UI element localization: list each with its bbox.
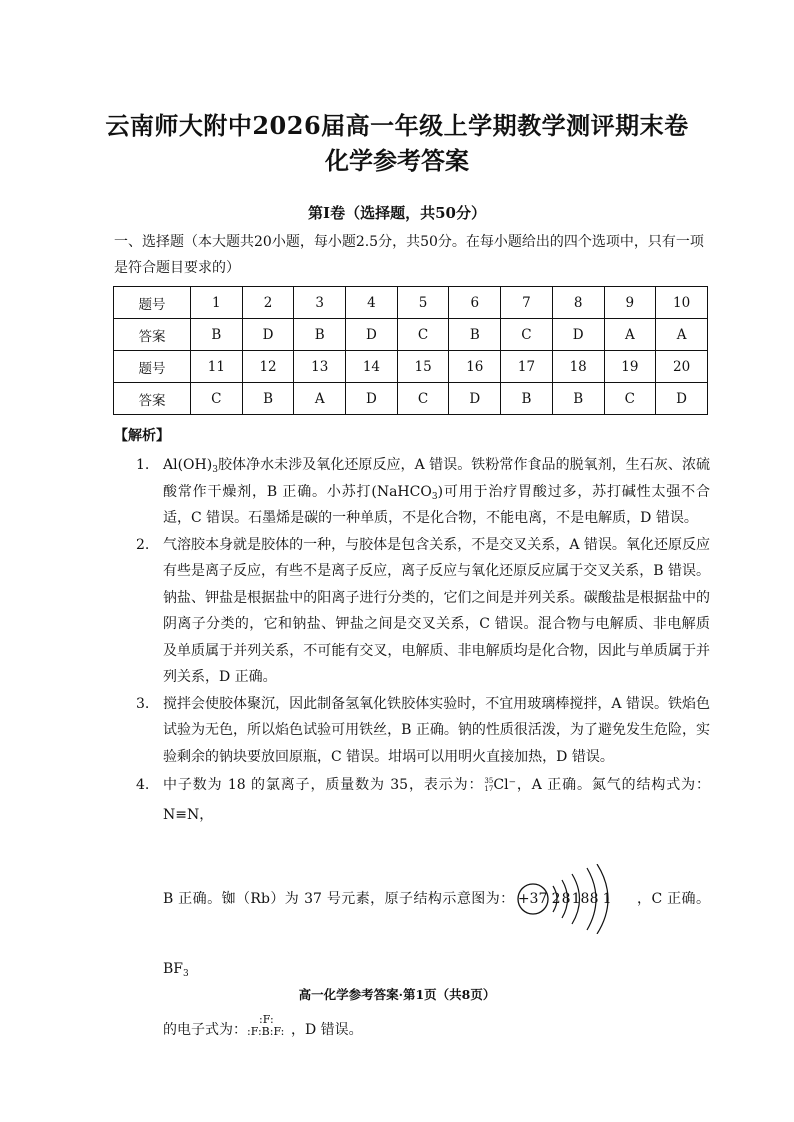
table-cell: 15 [397,351,449,383]
table-cell: 10 [656,287,708,319]
item-text: 中子数为 18 的氯离子，质量数为 35，表示为： [163,777,484,793]
table-cell: C [604,383,656,415]
analysis-label: 【解析】 [114,428,170,444]
section-heading: 第Ⅰ卷（选择题，共50分） [308,204,486,222]
table-row [114,287,708,319]
table-cell: 12 [242,351,294,383]
item-number: 3. [136,695,150,712]
shell-electrons: 18 [571,891,590,907]
table-cell: 14 [346,351,398,383]
table-cell: 2 [242,287,294,319]
item-number: 2. [136,536,150,553]
row-header-cell: 题号 [114,351,191,383]
subscript: 3 [431,491,438,502]
document-title: 云南师大附中2026届高一年级上学期教学测评期末卷 [105,111,689,140]
table-cell: B [294,319,346,351]
table-cell: 9 [604,287,656,319]
table-cell: D [346,319,398,351]
item-text: 气溶胶本身就是胶体的一种，与胶体是包含关系，不是交叉关系，A 错误。氧化还原反应有些是离子反应，有些不是离子反应，离子反应与氧化还原反应属于交叉关系，B 错误。钠盐、钾盐是根据盐中的阳离子进行分类的，它们之间是并列关系。碳酸盐是根据盐中的阴离子分类的，它和钠盐、钾盐之间是交叉关系，C 错误。混合物与电解质、非电解质及单质属于并列关系，不可能有交叉，电解质、非电解质均是化合物，因此与单质属于并列关系，D 正确。 [163,536,710,685]
table-cell: 6 [449,287,501,319]
item-number: 4. [136,777,150,793]
table-cell: C [397,383,449,415]
table-cell: B [552,383,604,415]
table-cell: D [552,319,604,351]
table-row [114,383,708,415]
table-cell: 1 [191,287,243,319]
row-header-cell: 答案 [114,319,191,351]
subscript: 3 [212,465,218,475]
table-cell: D [656,383,708,415]
table-cell: C [397,319,449,351]
table-cell: 11 [191,351,243,383]
item-text: B 正确。铷（Rb）为 37 号元素，原子结构示意图为： [163,891,515,907]
table-cell: A [294,383,346,415]
table-cell: D [346,383,398,415]
row-header-cell: 题号 [114,287,191,319]
table-row [114,319,708,351]
table-cell: A [604,319,656,351]
bf3-middle: :F:B:F: [247,1025,285,1038]
table-cell: 8 [552,287,604,319]
row-header-cell: 答案 [114,383,191,415]
mass-number: 35 [484,777,494,785]
bf3-top: :F: [259,1013,274,1026]
item-text: 的电子式为： [163,1022,247,1038]
item-text: ，A 正确。氮气的结构式为：N≡N， [163,777,711,823]
item-number: 1. [136,457,150,473]
shell-electrons: 8 [561,891,571,907]
table-cell: B [191,319,243,351]
table-row [114,351,708,383]
analysis-item-2 [114,532,710,691]
item-text: ，C 正确。BF [163,891,710,977]
table-cell: 7 [501,287,553,319]
item-text: Al(OH) [163,457,213,473]
subscript: 3 [183,969,189,979]
atomic-number: 17 [484,785,494,793]
table-cell: D [242,319,294,351]
isotope-notation [483,778,493,792]
table-cell: 17 [501,351,553,383]
shell-electrons: 1 [602,891,612,907]
table-cell: 20 [656,351,708,383]
table-cell: 13 [294,351,346,383]
table-cell: 3 [294,287,346,319]
table-cell: 16 [449,351,501,383]
shell-electrons: 8 [589,891,599,907]
analysis-item-3 [114,691,710,771]
table-cell: 5 [397,287,449,319]
item-text: )可用于治疗胃酸过多，苏打碱性太强不合适，C 错误。石墨烯是碳的一种单质，不是化合物，不能电离，不是电解质，D 错误。 [163,483,710,526]
table-cell: 19 [604,351,656,383]
document-subtitle: 化学参考答案 [325,146,469,175]
section-instruction: 一、选择题（本大题共20小题，每小题2.5分，共50分。在每小题给出的四个选项中，只有一项是符合题目要求的） [114,234,704,276]
isotope-symbol: Cl⁻ [493,777,516,793]
item-text: 搅拌会使胶体聚沉，因此制备氢氧化铁胶体实验时，不宜用玻璃棒搅拌，A 错误。铁焰色试验为无色，所以焰色试验可用铁丝，B 正确。钠的性质很活泼，为了避免发生危险，实验剩余的钠块要放回原瓶，C 错误。坩埚可以用明火直接加热，D 错误。 [163,695,710,765]
nucleus-charge: +37 [517,891,548,907]
analysis-item-1 [114,452,710,532]
shell-electrons: 2 [551,891,561,907]
item-text: 胶体净水未涉及氧化还原反应，A 错误。铁粉常作食品的脱氧剂，生石灰、浓硫酸常作干燥剂，B 正确。小苏打(NaHCO [163,457,710,500]
table-cell: A [656,319,708,351]
table-cell: B [242,383,294,415]
atomic-structure-diagram [515,864,637,934]
page-footer: 高一化学参考答案·第1页（共8页） [298,987,496,1002]
table-cell: B [501,383,553,415]
analysis-item-4 [114,770,710,1050]
table-cell: 4 [346,287,398,319]
table-cell: C [501,319,553,351]
table-cell: C [191,383,243,415]
bf3-electron-formula [247,1010,291,1050]
answer-table [113,286,708,415]
table-cell: B [449,319,501,351]
table-cell: D [449,383,501,415]
analysis-items [114,452,710,1050]
table-cell: 18 [552,351,604,383]
item-text: ，D 错误。 [291,1022,363,1038]
